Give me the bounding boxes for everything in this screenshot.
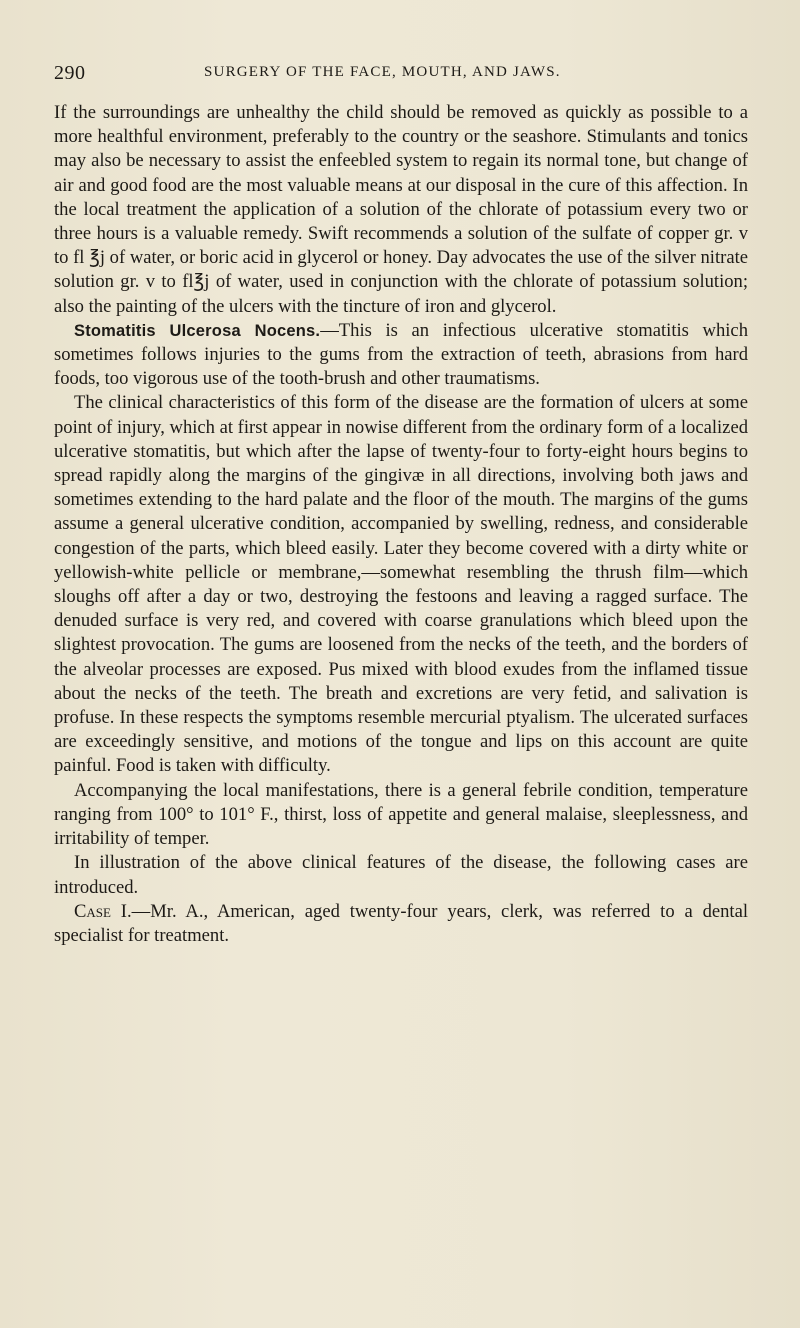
- paragraph-stomatitis-intro: [54, 319, 748, 392]
- running-head: [54, 62, 744, 90]
- paragraph-clinical-characteristics: The clinical characteristics of this form of the disease are the formation of ulcers at some point of injury, which at first appear in nowise different from the ordinary form of a localized ulcerative stomatitis, but which after the lapse of twenty-four to forty-eight hours begins to spread rapidly along the margins of the gingivæ in all directions, involving both jaws and sometimes extending to the hard palate and the floor of the mouth. The margins of the gums assume a general ulcerative condition, accompanied by swelling, redness, and considerable congestion of the parts, which bleed easily. Later they become covered with a dirty white or yellowish-white pellicle or membrane,—somewhat resembling the thrush film—which sloughs off after a day or two, destroying the festoons and leaving a ragged surface. The denuded surface is very red, and covered with coarse granulations which bleed upon the slightest provocation. The gums are loosened from the necks of the teeth, and the borders of the alveolar processes are exposed. Pus mixed with blood exudes from the inflamed tissue about the necks of the teeth. The breath and excretions are very fetid, and salivation is profuse. In these respects the symptoms resemble mercurial ptyalism. The ulcerated surfaces are exceedingly sensitive, and motions of the tongue and lips on this account are quite painful. Food is taken with difficulty.: [54, 392, 748, 777]
- page-number: 290: [54, 62, 86, 84]
- paragraph-illustration: In illustration of the above clinical features of the disease, the following cases are introduced.: [54, 852, 748, 898]
- section-heading: Stomatitis Ulcerosa Nocens.: [74, 321, 321, 340]
- paragraph-case-one: [54, 900, 748, 948]
- paragraph-febrile-condition: Accompanying the local manifestations, there is a general febrile condition, temperature ranging from 100° to 101° F., thirst, loss of appetite and general malaise, sleeplessness, and irritability of temper.: [54, 779, 748, 850]
- paragraph-treatment: If the surroundings are unhealthy the child should be removed as quickly as possible to a more healthful environment, preferably to the country or the seashore. Stimulants and tonics may also be necessary to assist the enfeebled system to regain its normal tone, but change of air and good food are the most valuable means at our disposal in the cure of this affection. In the local treatment the application of a solution of the chlorate of potassium every two or three hours is a valuable remedy. Swift recommends a solution of the sulfate of copper gr. v to fl ℥j of water, or boric acid in glycerol or honey. Day advocates the use of the silver nitrate solution gr. v to fl℥j of water, used in conjunction with the chlorate of potassium solution; also the painting of the ulcers with the tincture of iron and glycerol.: [54, 102, 748, 317]
- case-one-text: —Mr. A., American, aged twenty-four years, clerk, was referred to a dental specialist for treatment.: [54, 900, 748, 946]
- body-text: [54, 101, 748, 948]
- paragraph-stomatitis-intro-text: —This is an infectious ulcerative stomatitis which sometimes follows injuries to the gums from the extraction of teeth, abrasions from hard foods, too vigorous use of the tooth-brush and other traumatisms.: [54, 319, 748, 390]
- running-title: SURGERY OF THE FACE, MOUTH, AND JAWS.: [204, 64, 561, 80]
- case-label: Case I.: [74, 900, 132, 922]
